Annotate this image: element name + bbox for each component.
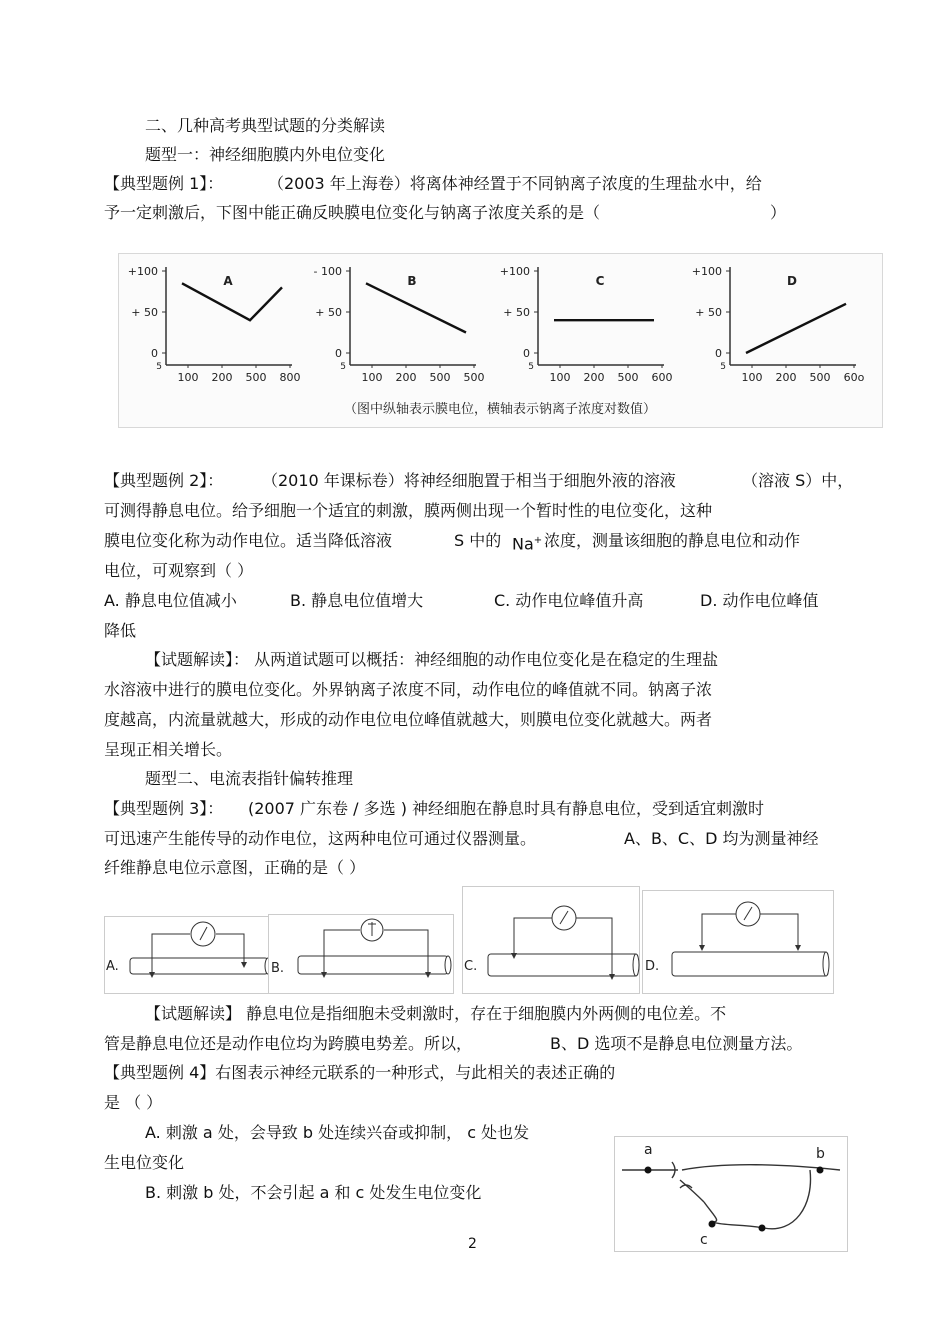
example-1-bracket: ） xyxy=(770,203,787,222)
example-2-option-c: C. 动作电位峰值升高 xyxy=(494,591,644,610)
graph-caption: （图中纵轴表示膜电位，横轴表示钠离子浓度对数值） xyxy=(343,402,657,417)
example-1-line-2: 予一定刺激后，下图中能正确反映膜电位变化与钠离子浓度关系的是（ xyxy=(104,203,601,222)
example-2-line-3d: 浓度，测量该细胞的静息电位和动作 xyxy=(544,531,801,550)
example-1-label: 【典型题例 1】： xyxy=(104,174,224,193)
example-4-option-b: B. 刺激 b 处，不会引起 a 和 c 处发生电位变化 xyxy=(145,1183,482,1202)
example-2-line-2: 可测得静息电位。给予细胞一个适宜的刺激，膜两侧出现一个暂时性的电位变化，这种 xyxy=(104,501,713,520)
analysis-1-line-2: 水溶液中进行的膜电位变化。外界钠离子浓度不同，动作电位的峰值就不同。钠离子浓 xyxy=(104,680,713,699)
graph-C-x-tick-label: 200 xyxy=(583,371,605,384)
graph-A-x-tick-label: 200 xyxy=(211,371,233,384)
example-3-line-1: (2007 广东卷 / 多选 ) 神经细胞在静息时具有静息电位，受到适宜刺激时 xyxy=(248,799,765,818)
graph-B-x-tick-label: 100 xyxy=(361,371,383,384)
example-3-line-3: 纤维静息电位示意图，正确的是（ ） xyxy=(104,858,366,877)
graph-A-x-tick-label: 800 xyxy=(279,371,301,384)
question-type-2: 题型二、电流表指针偏转推理 xyxy=(145,769,354,788)
example-4-line-1: 【典型题例 4】右图表示神经元联系的一种形式，与此相关的表述正确的 xyxy=(104,1063,616,1082)
diagram-c-label: C. xyxy=(464,959,478,974)
analysis-1-line-1: 【试题解读】： 从两道试题可以概括：神经细胞的动作电位变化是在稳定的生理盐 xyxy=(145,650,719,669)
graph-B-y-tick-label: - 100 xyxy=(313,265,342,278)
graph-B-x-tick-label: 500 xyxy=(463,371,485,384)
example-2-option-d-wrap: 降低 xyxy=(104,621,137,640)
graph-A-y-tick-label: + 50 xyxy=(131,306,158,319)
graph-D-x-tick-label: 100 xyxy=(741,371,763,384)
graph-C-y-tick-label: + 50 xyxy=(503,306,530,319)
graph-C-x-tick-label: 600 xyxy=(651,371,673,384)
graph-B-x-tick-label: 500 xyxy=(429,371,451,384)
graph-C-y-tick-label: +100 xyxy=(499,265,530,278)
neuron-label-a: a xyxy=(644,1142,653,1158)
neuron-label-c: c xyxy=(700,1232,708,1248)
graph-B-origin-label: 5 xyxy=(340,362,346,372)
example-2-label: 【典型题例 2】： xyxy=(104,471,224,490)
example-2-line-3b: S 中的 xyxy=(454,531,502,550)
diagram-d-label: D. xyxy=(645,959,660,974)
graph-D-x-tick-label: 60o xyxy=(843,371,865,384)
graph-A-letter: A xyxy=(223,274,233,288)
graph-D-letter: D xyxy=(787,274,797,288)
graph-A-origin-label: 5 xyxy=(156,362,162,372)
diagram-b-label: B. xyxy=(271,961,285,976)
galvanometer-diagram-b xyxy=(268,912,454,994)
graph-B-y-tick-label: + 50 xyxy=(315,306,342,319)
graph-C-origin-label: 5 xyxy=(528,362,534,372)
question-type-1: 题型一：神经细胞膜内外电位变化 xyxy=(145,145,386,164)
graph-B-letter: B xyxy=(407,274,417,288)
sodium-ion-text: Na+ xyxy=(512,534,543,554)
graph-D-x-tick-label: 200 xyxy=(775,371,797,384)
galvanometer-diagram-a xyxy=(104,914,270,994)
graph-C-y-tick-label: 0 xyxy=(523,347,530,360)
example-4-option-a: A. 刺激 a 处，会导致 b 处连续兴奋或抑制， c 处也发 xyxy=(145,1123,530,1142)
analysis-1-line-3: 度越高，内流量就越大，形成的动作电位电位峰值就越大，则膜电位变化就越大。两者 xyxy=(104,710,713,729)
graph-C-x-tick-label: 500 xyxy=(617,371,639,384)
graph-A-y-tick-label: +100 xyxy=(127,265,158,278)
analysis-1-line-4: 呈现正相关增长。 xyxy=(104,740,233,759)
neuron-connection-diagram xyxy=(614,1136,848,1252)
graph-B-y-tick-label: 0 xyxy=(335,347,342,360)
example-2-line-1b: （溶液 S）中， xyxy=(742,471,854,490)
graph-A-x-tick-label: 100 xyxy=(177,371,199,384)
example-2-line-4: 电位，可观察到（ ） xyxy=(104,561,254,580)
graph-D-y-tick-label: 0 xyxy=(715,347,722,360)
section-heading: 二、几种高考典型试题的分类解读 xyxy=(145,116,386,135)
neuron-label-b: b xyxy=(816,1146,825,1162)
graph-D-origin-label: 5 xyxy=(720,362,726,372)
galvanometer-diagram-d xyxy=(642,890,834,994)
galvanometer-diagram-c xyxy=(462,886,640,994)
graph-D-y-tick-label: + 50 xyxy=(695,306,722,319)
analysis-2-line-2a: 管是静息电位还是动作电位均为跨膜电势差。所以， xyxy=(104,1034,473,1053)
page-number: 2 xyxy=(468,1236,477,1252)
graph-A-x-tick-label: 500 xyxy=(245,371,267,384)
graph-D-x-tick-label: 500 xyxy=(809,371,831,384)
example-1-line-1: （2003 年上海卷）将离体神经置于不同钠离子浓度的生理盐水中，给 xyxy=(268,174,762,193)
graph-B-x-tick-label: 200 xyxy=(395,371,417,384)
diagram-a-label: A. xyxy=(106,959,119,974)
graph-C-x-tick-label: 100 xyxy=(549,371,571,384)
example-2-line-1a: （2010 年课标卷）将神经细胞置于相当于细胞外液的溶液 xyxy=(262,471,676,490)
example-2-option-a: A. 静息电位值减小 xyxy=(104,591,237,610)
analysis-2-line-2b: B、D 选项不是静息电位测量方法。 xyxy=(550,1034,803,1053)
example-2-line-3a: 膜电位变化称为动作电位。适当降低溶液 xyxy=(104,531,393,550)
example-4-line-2: 是 （ ） xyxy=(104,1093,163,1112)
example-3-label: 【典型题例 3】： xyxy=(104,799,224,818)
graph-C-letter: C xyxy=(595,274,605,288)
membrane-potential-graphs xyxy=(118,253,883,428)
example-3-line-2a: 可迅速产生能传导的动作电位，这两种电位可通过仪器测量。 xyxy=(104,829,537,848)
example-2-option-d: D. 动作电位峰值 xyxy=(700,591,819,610)
example-4-option-a-wrap: 生电位变化 xyxy=(104,1153,185,1172)
analysis-2-line-1: 【试题解读】 静息电位是指细胞未受刺激时，存在于细胞膜内外两侧的电位差。不 xyxy=(145,1004,727,1023)
graph-A-y-tick-label: 0 xyxy=(151,347,158,360)
example-2-option-b: B. 静息电位值增大 xyxy=(290,591,424,610)
example-3-line-2b: A、B、C、D 均为测量神经 xyxy=(624,829,819,848)
graph-D-y-tick-label: +100 xyxy=(691,265,722,278)
